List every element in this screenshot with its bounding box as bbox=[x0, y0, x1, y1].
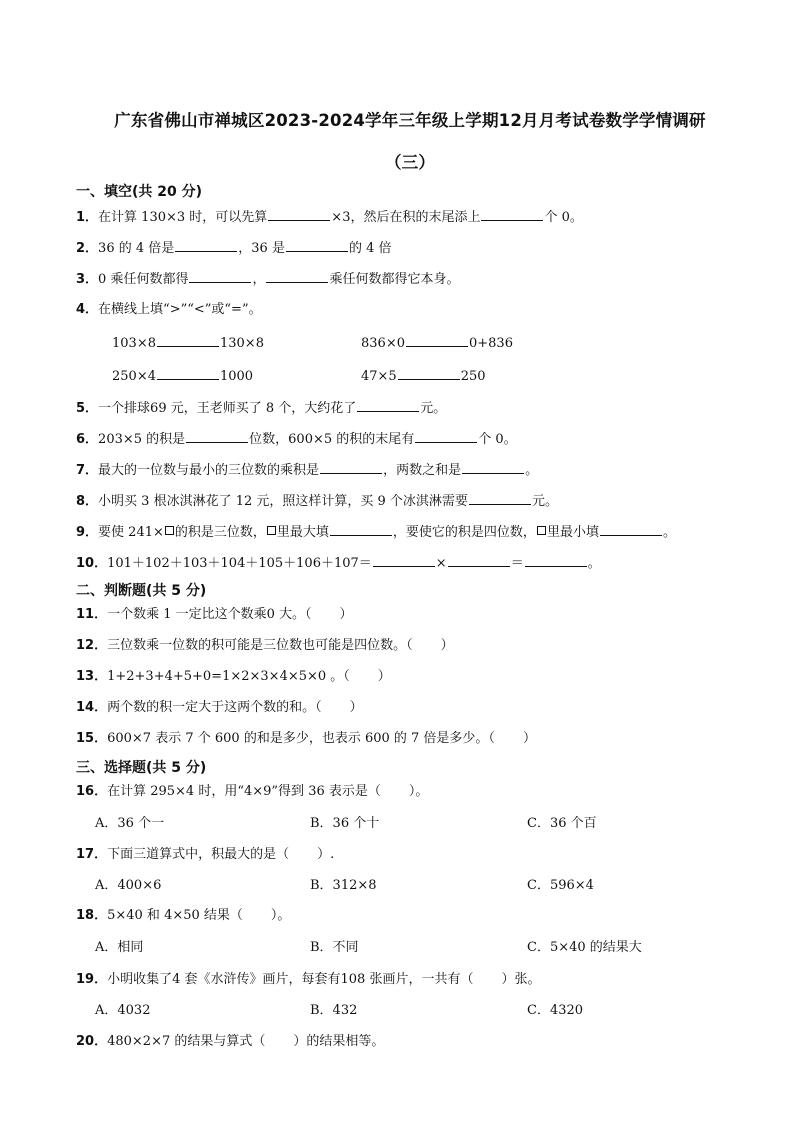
option-a[interactable]: A．相同 bbox=[95, 940, 144, 955]
option-b[interactable]: B．不同 bbox=[310, 940, 359, 955]
question-text: 小明买 3 根冰淇淋花了 12 元，照这样计算，买 9 个冰淇淋需要 bbox=[98, 494, 468, 509]
answer-blank[interactable] bbox=[600, 523, 662, 536]
question-text: 小明收集了4 套《水浒传》画片，每套有108 张画片，一共有（ bbox=[107, 972, 474, 987]
box-symbol bbox=[267, 526, 276, 535]
compare-right: 130×8 bbox=[219, 336, 264, 351]
compare-item bbox=[112, 334, 264, 353]
option-c[interactable]: C．5×40 的结果大 bbox=[527, 940, 642, 955]
question-text: ，36 是 bbox=[238, 241, 285, 256]
answer-blank[interactable] bbox=[373, 554, 435, 567]
answer-blank[interactable] bbox=[525, 554, 587, 567]
question-9 bbox=[76, 523, 676, 542]
question-7 bbox=[76, 461, 538, 480]
question-10 bbox=[76, 554, 601, 573]
question-text: 位数，600×5 的积的末尾有 bbox=[249, 432, 415, 447]
question-text: 里最大填 bbox=[276, 525, 329, 540]
question-text: ）的结果相等。 bbox=[293, 1034, 385, 1049]
question-number: 4． bbox=[76, 302, 99, 317]
answer-blank[interactable] bbox=[330, 523, 392, 536]
option-c[interactable]: C．4320 bbox=[527, 1003, 584, 1018]
question-text: 0 乘任何数都得 bbox=[98, 272, 189, 287]
option-a[interactable]: A．4032 bbox=[95, 1003, 151, 1018]
question-17 bbox=[76, 846, 334, 864]
question-text: ， bbox=[252, 272, 266, 287]
answer-blank[interactable] bbox=[448, 554, 510, 567]
question-text: 个 0。 bbox=[544, 210, 583, 225]
question-4 bbox=[76, 301, 262, 319]
question-text: 5×40 和 4×50 结果（ bbox=[107, 908, 243, 923]
compare-left: 250×4 bbox=[112, 369, 156, 384]
question-number: 11． bbox=[76, 607, 108, 622]
question-number: 3． bbox=[76, 272, 99, 287]
compare-right: 1000 bbox=[219, 369, 254, 384]
answer-blank[interactable] bbox=[189, 270, 251, 283]
answer-blank[interactable] bbox=[481, 208, 543, 221]
box-symbol bbox=[165, 526, 174, 535]
question-6 bbox=[76, 430, 517, 449]
answer-blank[interactable] bbox=[286, 239, 348, 252]
question-20 bbox=[76, 1033, 384, 1051]
question-text: ）。 bbox=[270, 908, 291, 923]
question-text: 。 bbox=[525, 463, 539, 478]
answer-blank[interactable] bbox=[175, 239, 237, 252]
question-number: 15． bbox=[76, 731, 108, 746]
question-text: ）。 bbox=[408, 784, 429, 799]
answer-blank[interactable] bbox=[357, 399, 419, 412]
question-number: 5． bbox=[76, 401, 99, 416]
question-number: 19． bbox=[76, 972, 108, 987]
option-c[interactable]: C．596×4 bbox=[527, 878, 594, 893]
question-11 bbox=[76, 606, 353, 624]
question-number: 9． bbox=[76, 525, 99, 540]
option-b[interactable]: B．36 个十 bbox=[310, 816, 380, 831]
question-text: 在计算 130×3 时，可以先算 bbox=[98, 210, 268, 225]
answer-blank[interactable] bbox=[462, 461, 524, 474]
question-text: 元。 bbox=[420, 401, 447, 416]
option-b[interactable]: B．312×8 bbox=[310, 878, 377, 893]
question-text: 在横线上填“>”“<”或“=”。 bbox=[98, 302, 262, 317]
question-text: ） bbox=[440, 638, 454, 653]
answer-blank[interactable] bbox=[268, 208, 330, 221]
question-3 bbox=[76, 270, 459, 289]
option-a[interactable]: A．400×6 bbox=[95, 878, 162, 893]
question-text: ，两数之和是 bbox=[383, 463, 462, 478]
box-symbol bbox=[537, 526, 546, 535]
question-text: 一个排球69 元，王老师买了 8 个，大约花了 bbox=[98, 401, 357, 416]
answer-blank[interactable] bbox=[415, 430, 477, 443]
section-true-false: 二、判断题(共 5 分) bbox=[76, 583, 207, 599]
question-number: 2． bbox=[76, 241, 99, 256]
question-text: 101＋102＋103＋104＋105＋106＋107＝ bbox=[107, 556, 372, 571]
question-number: 8． bbox=[76, 494, 99, 509]
question-text: 203×5 的积是 bbox=[98, 432, 186, 447]
question-text: 乘任何数都得它本身。 bbox=[329, 272, 460, 287]
question-1 bbox=[76, 208, 583, 227]
compare-item bbox=[361, 334, 513, 353]
option-a[interactable]: A．36 个一 bbox=[95, 816, 165, 831]
question-number: 1． bbox=[76, 210, 99, 225]
question-text: 。 bbox=[587, 556, 601, 571]
question-14 bbox=[76, 699, 363, 717]
question-text: 1+2+3+4+5+0=1×2×3×4×5×0 。（ bbox=[107, 669, 350, 684]
exam-title: 广东省佛山市禅城区2023-2024学年三年级上学期12月月考试卷数学学情调研 bbox=[114, 111, 706, 130]
question-text: ） bbox=[522, 731, 536, 746]
question-text: 下面三道算式中，积最大的是（ bbox=[107, 847, 290, 862]
question-text: ，要使它的积是四位数， bbox=[392, 525, 536, 540]
question-text: 元。 bbox=[531, 494, 558, 509]
exam-title-suffix: （三） bbox=[384, 153, 436, 172]
answer-blank[interactable] bbox=[266, 270, 328, 283]
question-text: 。 bbox=[662, 525, 676, 540]
answer-blank[interactable] bbox=[406, 334, 468, 347]
question-text: 个 0。 bbox=[478, 432, 517, 447]
question-text: ）张。 bbox=[501, 972, 541, 987]
answer-blank[interactable] bbox=[157, 334, 219, 347]
answer-blank[interactable] bbox=[320, 461, 382, 474]
question-12 bbox=[76, 637, 454, 655]
question-text: 最大的一位数与最小的三位数的乘积是 bbox=[98, 463, 320, 478]
question-text: × bbox=[435, 556, 447, 571]
question-text: ）. bbox=[317, 847, 335, 862]
question-text: 的积是三位数， bbox=[174, 525, 266, 540]
question-text: ） bbox=[377, 669, 391, 684]
question-text: 三位数乘一位数的积可能是三位数也可能是四位数。（ bbox=[107, 638, 413, 653]
answer-blank[interactable] bbox=[186, 430, 248, 443]
question-text: 480×2×7 的结果与算式（ bbox=[107, 1034, 266, 1049]
question-number: 10． bbox=[76, 556, 108, 571]
question-number: 7． bbox=[76, 463, 99, 478]
answer-blank[interactable] bbox=[157, 367, 219, 380]
question-number: 20． bbox=[76, 1034, 108, 1049]
question-text: 的 4 倍 bbox=[348, 241, 392, 256]
question-13 bbox=[76, 668, 391, 686]
question-text: ） bbox=[339, 607, 353, 622]
question-number: 17． bbox=[76, 847, 108, 862]
answer-blank[interactable] bbox=[469, 492, 531, 505]
question-number: 14． bbox=[76, 700, 108, 715]
question-number: 12． bbox=[76, 638, 108, 653]
question-18 bbox=[76, 907, 290, 925]
question-2 bbox=[76, 239, 392, 258]
question-text: 600×7 表示 7 个 600 的和是多少，也表示 600 的 7 倍是多少。（ bbox=[107, 731, 495, 746]
question-text: 里最小填 bbox=[546, 525, 599, 540]
question-15 bbox=[76, 730, 536, 748]
compare-left: 836×0 bbox=[361, 336, 405, 351]
question-8 bbox=[76, 492, 558, 511]
question-5 bbox=[76, 399, 446, 418]
question-19 bbox=[76, 971, 540, 989]
question-number: 16． bbox=[76, 784, 108, 799]
compare-item bbox=[112, 367, 253, 386]
option-b[interactable]: B．432 bbox=[310, 1003, 358, 1018]
question-text: ＝ bbox=[510, 556, 524, 571]
option-c[interactable]: C．36 个百 bbox=[527, 816, 597, 831]
question-text: 两个数的积一定大于这两个数的和。（ bbox=[107, 700, 322, 715]
compare-left: 103×8 bbox=[112, 336, 156, 351]
question-number: 6． bbox=[76, 432, 99, 447]
question-number: 18． bbox=[76, 908, 108, 923]
question-text: 36 的 4 倍是 bbox=[98, 241, 175, 256]
question-text: 一个数乘 1 一定比这个数乘0 大。（ bbox=[107, 607, 312, 622]
compare-right: 250 bbox=[460, 369, 486, 384]
question-text: 要使 241× bbox=[98, 525, 164, 540]
question-text: 在计算 295×4 时，用“4×9”得到 36 表示是（ bbox=[107, 784, 381, 799]
compare-right: 0+836 bbox=[468, 336, 513, 351]
section-multiple-choice: 三、选择题(共 5 分) bbox=[76, 760, 207, 776]
compare-left: 47×5 bbox=[361, 369, 397, 384]
question-text: ×3，然后在积的末尾添上 bbox=[331, 210, 481, 225]
question-16 bbox=[76, 783, 428, 801]
compare-item bbox=[361, 367, 486, 386]
section-fill-in: 一、填空(共 20 分) bbox=[76, 184, 203, 200]
question-text: ） bbox=[349, 700, 363, 715]
answer-blank[interactable] bbox=[398, 367, 460, 380]
question-number: 13． bbox=[76, 669, 108, 684]
